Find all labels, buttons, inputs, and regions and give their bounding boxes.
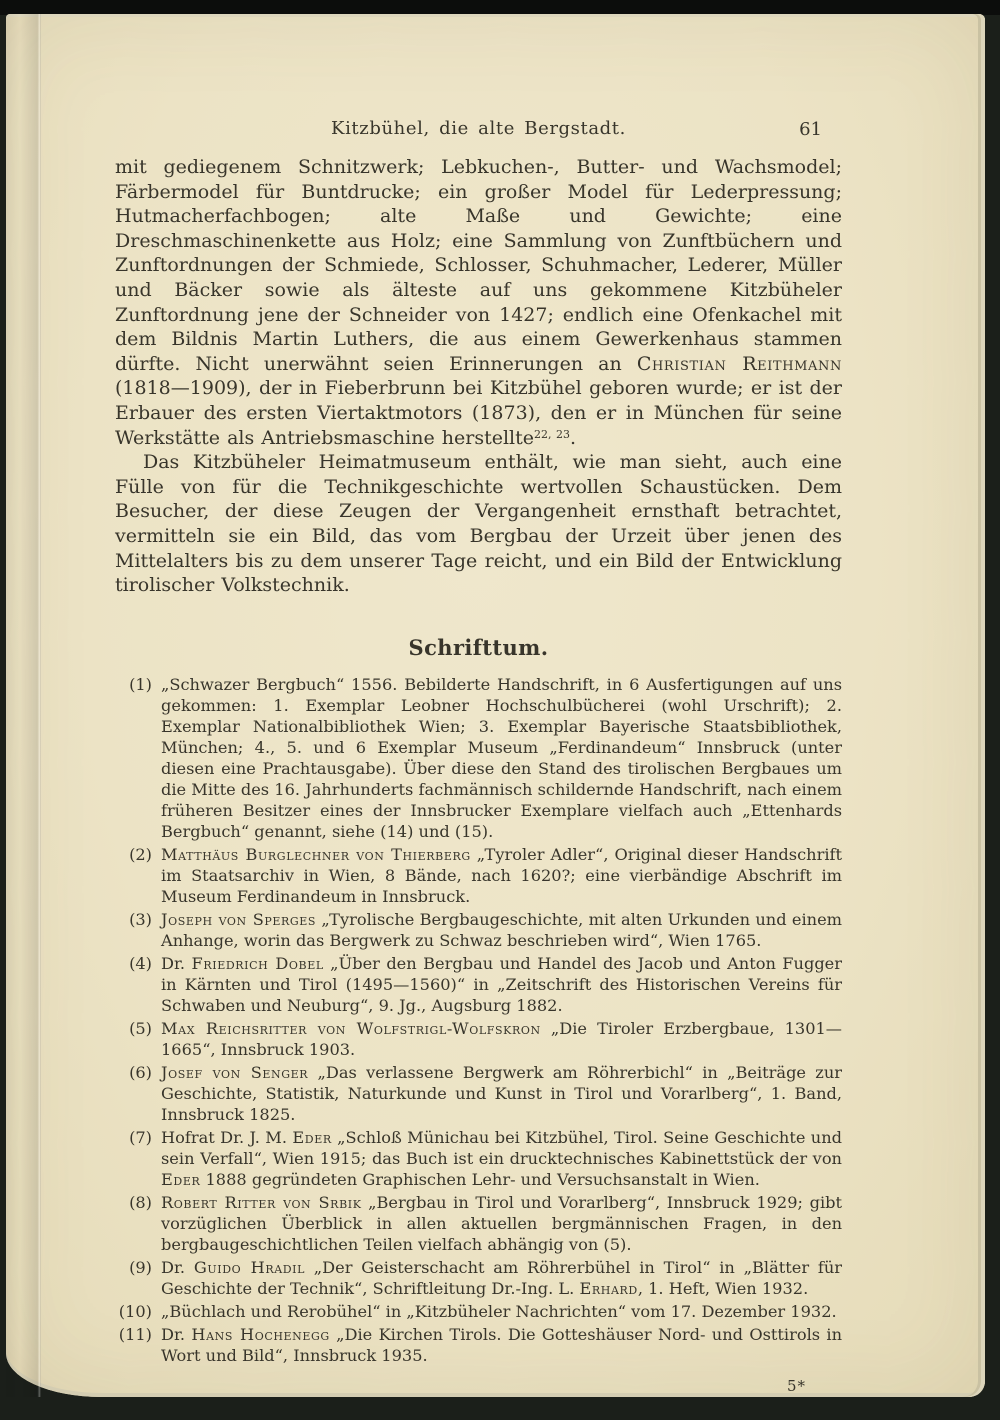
entry-number: (8) (129, 1192, 152, 1212)
entry-number: (3) (129, 909, 152, 929)
entry-text: Max Reichsritter von Wolfstrigl-Wolfskron „Die Tiroler Erzbergbaue, 1301—1665“, Innsbruck 1903. (161, 1018, 842, 1059)
entry-text: „Schwazer Bergbuch“ 1556. Bebilderte Handschrift, in 6 Ausfertigungen auf uns gekommen: 1. Exemplar Leobner Hochschulbücherei (wohl Urschrift); 2. Exemplar Nationalbibliothek Wien; 3. Exemplar Bayerische Staatsbibliothek, München; 4., 5. und 6 Exemplar Museum „Ferdinandeum“ Innsbruck (unter diesen eine Prachtausgabe). Über diese den Stand des tirolischen Bergbaues um die Mitte des 16. Jahrhunderts fachmännisch schildernde Handschrift, nach einem früheren Besitzer eines der Innsbrucker Exemplare vielfach auch „Ettenhards Bergbuch“ genannt, siehe (14) und (15). (161, 674, 842, 841)
smallcaps-name: Matthäus Burglechner von Thierberg (161, 844, 471, 864)
smallcaps-name: Erhard (579, 1278, 638, 1298)
smallcaps-name: Hans Hochenegg (191, 1324, 330, 1344)
bibliography-entry (115, 1324, 842, 1366)
entry-text: Dr. Friedrich Dobel „Über den Bergbau und Handel des Jacob und Anton Fugger in Kärnten und Tirol (1495—1560)“ in „Zeitschrift des Historischen Vereins für Schwaben und Neuburg“, 9. Jg., Augsburg 1882. (161, 953, 843, 1015)
entry-text: „Büchlach und Rerobühel“ in „Kitzbüheler Nachrichten“ vom 17. Dezember 1932. (161, 1301, 837, 1321)
running-header (115, 118, 842, 139)
entry-number: (9) (129, 1257, 152, 1277)
scanner-background-strip (0, 0, 1000, 15)
smallcaps-name: Max Reichsritter von Wolfstrigl-Wolfskron (161, 1018, 541, 1038)
page-gutter-fold (6, 14, 41, 1397)
signature-mark: 5* (787, 1376, 807, 1395)
book-page (6, 14, 985, 1397)
bibliography-entry (115, 1192, 842, 1255)
running-header-title: Kitzbühel, die alte Bergstadt. (331, 118, 626, 139)
smallcaps-name: Josef von Senger (161, 1062, 309, 1082)
smallcaps-name: Robert Ritter von Srbik (161, 1192, 362, 1212)
bibliography-entry (115, 953, 842, 1016)
entry-number: (10) (118, 1301, 152, 1321)
entry-text: Joseph von Sperges „Tyrolische Bergbaugeschichte, mit alten Urkunden und einem Anhange, worin das Bergwerk zu Schwaz beschrieben wird“, Wien 1765. (161, 909, 842, 950)
entry-text: Dr. Guido Hradil „Der Geisterschacht am Röhrerbühel in Tirol“ in „Blätter für Geschichte der Technik“, Schriftleitung Dr.-Ing. L. Erhard, 1. Heft, Wien 1932. (161, 1257, 842, 1298)
bibliography-entry (115, 1127, 842, 1190)
bibliography-entry (115, 674, 842, 842)
entry-number: (5) (129, 1018, 152, 1038)
smallcaps-name: Guido Hradil (193, 1257, 306, 1277)
paragraph: Das Kitzbüheler Heimatmuseum enthält, wie man sieht, auch eine Fülle von für die Technikgeschichte wertvollen Schaustücken. Dem Besucher, der diese Zeugen der Vergangenheit ernsthaft betrachtet, vermitteln sie ein Bild, das vom Bergbau der Urzeit über jenen des Mittelalters bis zu dem unserer Tage reicht, und ein Bild der Entwicklung tirolischer Volkstechnik. (115, 451, 842, 597)
entry-number: (2) (129, 844, 152, 864)
page-content (115, 118, 842, 1395)
entry-text: Robert Ritter von Srbik „Bergbau in Tirol und Vorarlberg“, Innsbruck 1929; gibt vorzüglichen Überblick in allen aktuellen bergmännischen Fragen, in den bergbaugeschichtlichen Teilen vielfach abhängig von (5). (161, 1192, 842, 1254)
section-heading: Schrifttum. (408, 634, 549, 660)
bibliography-entry (115, 1301, 842, 1322)
entry-text: Matthäus Burglechner von Thierberg „Tyroler Adler“, Original dieser Handschrift im Staatsarchiv in Wien, 8 Bände, nach 1620?; eine vierbändige Abschrift im Museum Ferdinandeum in Innsbruck. (161, 844, 842, 906)
entry-text: Josef von Senger „Das verlassene Bergwerk am Röhrerbichl“ in „Beiträge zur Geschichte, Statistik, Naturkunde und Kunst in Tirol und Vorarlberg“, 1. Band, Innsbruck 1825. (161, 1062, 842, 1124)
bibliography-entry (115, 1062, 842, 1125)
entry-text: Hofrat Dr. J. M. Eder „Schloß Münichau bei Kitzbühel, Tirol. Seine Geschichte und sein Verfall“, Wien 1915; das Buch ist ein drucktechnisches Kabinettstück der von Eder 1888 gegründeten Graphischen Lehr- und Versuchsanstalt in Wien. (161, 1127, 842, 1189)
entry-number: (1) (129, 674, 152, 694)
bibliography-list (115, 674, 842, 1366)
smallcaps-name: Friedrich Dobel (191, 953, 324, 973)
footnote-reference: 22, 23 (534, 427, 570, 441)
page-number: 61 (799, 119, 822, 140)
entry-number: (11) (118, 1324, 152, 1344)
paragraph: mit gediegenem Schnitzwerk; Lebkuchen-, Butter- und Wachsmodel; Färbermodel für Buntdrucke; ein großer Model für Lederpressung; Hutmacherfachbogen; alte Maße und Gewichte; eine Dreschmaschinenkette aus Holz; eine Sammlung von Zunftbüchern und Zunftordnungen der Schmiede, Schlosser, Schuhmacher, Lederer, Müller und Bäcker sowie als älteste auf uns gekommene Kitzbüheler Zunftordnung jene der Schneider von 1427; endlich eine Ofenkachel mit dem Bildnis Martin Luthers, die aus einem Gewerkenhaus stammen dürfte. Nicht unerwähnt seien Erinnerungen an Christian Reithmann (1818—1909), der in Fieberbrunn bei Kitzbühel geboren wurde; er ist der Erbauer des ersten Viertaktmotors (1873), den er in München für seine Werkstätte als Antriebsmaschine herstellte$^{22, 23}$. (115, 156, 842, 449)
bibliography-entry (115, 909, 842, 951)
bibliography-entry (115, 1257, 842, 1299)
smallcaps-name: Eder (161, 1169, 201, 1189)
smallcaps-name: Joseph von Sperges (161, 909, 317, 929)
bibliography-entry (115, 844, 842, 907)
entry-number: (4) (129, 953, 152, 973)
entry-text: Dr. Hans Hochenegg „Die Kirchen Tirols. Die Gotteshäuser Nord- und Osttirols in Wort und Bild“, Innsbruck 1935. (161, 1324, 842, 1365)
bibliography-entry (115, 1018, 842, 1060)
smallcaps-name: Eder (292, 1127, 332, 1147)
entry-number: (6) (129, 1062, 152, 1082)
body-text (115, 155, 842, 598)
smallcaps-name: Christian Reithmann (636, 352, 842, 375)
entry-number: (7) (129, 1127, 152, 1147)
